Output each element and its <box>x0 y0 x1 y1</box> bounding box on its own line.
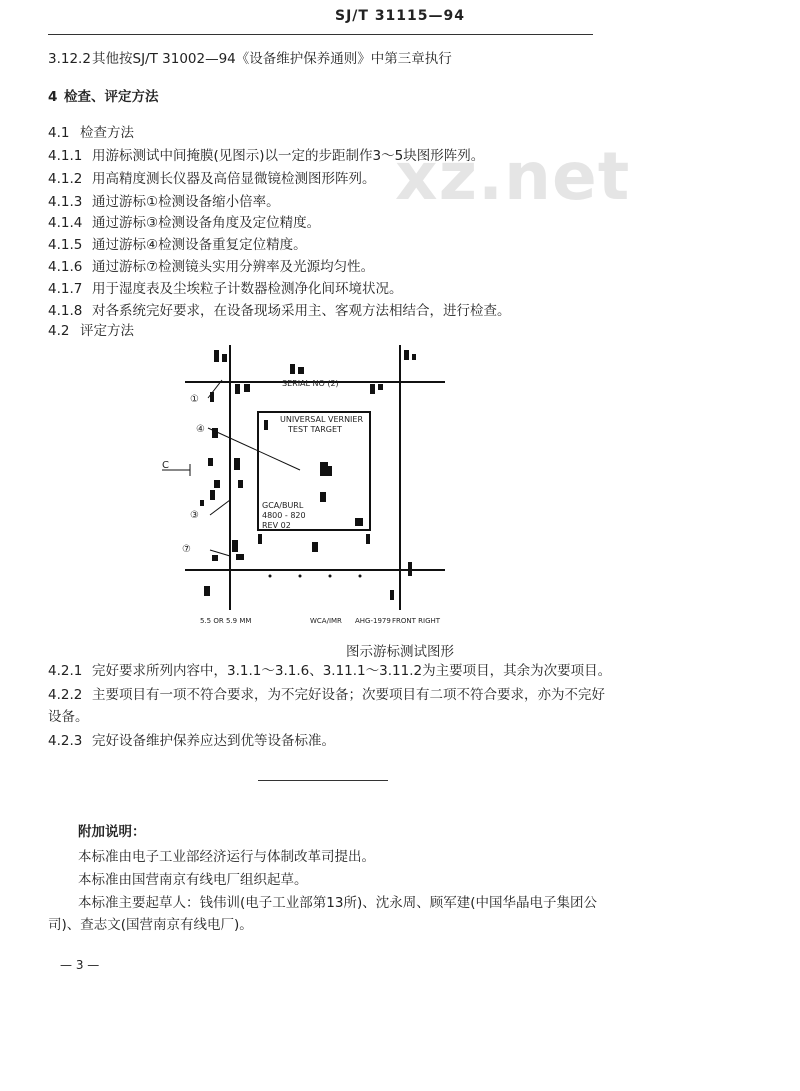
box-title-2: TEST TARGET <box>288 425 342 434</box>
box-title-1: UNIVERSAL VERNIER <box>280 415 364 424</box>
clause-number: 3.12.2 <box>48 51 91 67</box>
box-info-2: 4800 - 820 <box>262 511 306 520</box>
clause-text: 其他按SJ/T 31002—94《设备维护保养通则》中第三章执行 <box>92 51 452 67</box>
clause-text: 用高精度测长仪器及高倍显微镜检测图形阵列。 <box>92 171 376 187</box>
clause-4-1 <box>48 124 134 142</box>
clause-number: 4.1.3 <box>48 194 83 210</box>
clause-number: 4.1.1 <box>48 148 83 164</box>
clause-text: 评定方法 <box>80 323 134 339</box>
clause-3-12-2 <box>48 50 452 68</box>
clause-4-1-8 <box>48 302 511 320</box>
callout-4: ④ <box>196 424 205 435</box>
clause-number: 4.2.2 <box>48 687 83 703</box>
callout-7: ⑦ <box>182 544 191 555</box>
clause-4-1-1 <box>48 147 484 165</box>
box-info-1: GCA/BURL <box>262 501 304 510</box>
note-item: 本标准主要起草人：钱伟训(电子工业部第13所)、沈永周、顾军建(中国华晶电子集团公 <box>78 895 597 911</box>
vernier-test-target-figure <box>160 340 450 630</box>
clause-number: 4.1.4 <box>48 215 83 231</box>
clause-4-1-5 <box>48 236 307 254</box>
clause-text: 完好要求所列内容中，3.1.1～3.1.6、3.11.1～3.11.2为主要项目，其余为次要项目。 <box>92 663 612 679</box>
clause-number: 4.1.2 <box>48 171 83 187</box>
clause-number: 4.2.1 <box>48 663 83 679</box>
callout-c: C <box>162 460 169 471</box>
clause-text: 设备。 <box>48 709 89 725</box>
clause-4-2-3 <box>48 732 335 750</box>
clause-text: 对各系统完好要求，在设备现场采用主、客观方法相结合，进行检查。 <box>92 303 511 319</box>
clause-4-2 <box>48 322 134 340</box>
clause-text: 检查方法 <box>80 125 134 141</box>
page-number: — 3 — <box>60 958 100 972</box>
clause-text: 用游标测试中间掩膜(见图示)以一定的步距制作3～5块图形阵列。 <box>92 148 485 164</box>
note-continuation: 司)、查志文(国营南京有线电厂)。 <box>48 917 253 933</box>
section-number: 4 <box>48 89 58 105</box>
callout-3: ③ <box>190 510 199 521</box>
clause-text: 通过游标①检测设备缩小倍率。 <box>92 194 280 210</box>
clause-4-1-7 <box>48 280 403 298</box>
clause-number: 4.2 <box>48 323 70 339</box>
note-item: 本标准由国营南京有线电厂组织起草。 <box>78 872 308 888</box>
clause-number: 4.1.5 <box>48 237 83 253</box>
clause-4-2-2 <box>48 686 605 704</box>
clause-4-1-2 <box>48 170 376 188</box>
box-info-3: REV 02 <box>262 521 291 530</box>
figure-caption: 图示游标测试图形 <box>346 644 454 660</box>
clause-text: 用于湿度表及尘埃粒子计数器检测净化间环境状况。 <box>92 281 403 297</box>
clause-4-1-4 <box>48 214 320 232</box>
section-title: 检查、评定方法 <box>64 89 159 105</box>
clause-text: 完好设备维护保养应达到优等设备标准。 <box>92 733 335 749</box>
clause-number: 4.1.8 <box>48 303 83 319</box>
serial-label: SERIAL NO (2) <box>282 379 339 388</box>
bottom-label-3: AHG-1979 <box>355 617 391 625</box>
clause-text: 主要项目有一项不符合要求，为不完好设备；次要项目有二项不符合要求，亦为不完好 <box>92 687 605 703</box>
callout-1: ① <box>190 394 199 405</box>
clause-number: 4.1.6 <box>48 259 83 275</box>
clause-4-2-1 <box>48 662 611 680</box>
section-4-title <box>48 88 159 106</box>
note-item: 本标准由电子工业部经济运行与体制改革司提出。 <box>78 849 375 865</box>
clause-number: 4.1.7 <box>48 281 83 297</box>
bottom-label-1: 5.5 OR 5.9 MM <box>200 617 252 625</box>
clause-number: 4.1 <box>48 125 70 141</box>
clause-text: 通过游标⑦检测镜头实用分辨率及光源均匀性。 <box>92 259 375 275</box>
clause-number: 4.2.3 <box>48 733 83 749</box>
notes-title: 附加说明： <box>78 824 146 840</box>
section-divider <box>258 780 388 781</box>
bottom-label-2: WCA/IMR <box>310 617 342 625</box>
clause-4-1-6 <box>48 258 374 276</box>
clause-4-2-2-cont <box>48 708 89 726</box>
header-rule <box>48 34 593 35</box>
bottom-label-4: FRONT RIGHT <box>392 617 441 625</box>
clause-text: 通过游标④检测设备重复定位精度。 <box>92 237 307 253</box>
clause-4-1-3 <box>48 193 280 211</box>
watermark: xz.net <box>395 138 631 215</box>
standard-code-header: SJ/T 31115—94 <box>334 8 466 24</box>
clause-text: 通过游标③检测设备角度及定位精度。 <box>92 215 321 231</box>
